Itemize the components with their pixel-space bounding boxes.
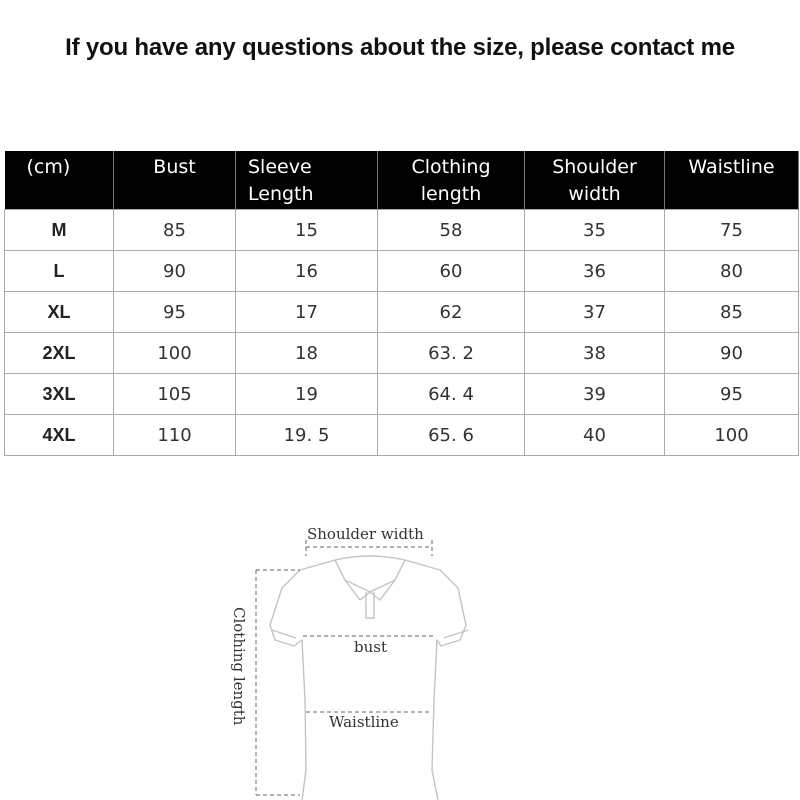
size-cell: XL (5, 292, 114, 333)
sleeve-cell: 16 (236, 251, 378, 292)
header-bust (114, 151, 236, 210)
sleeve-cell: 15 (236, 210, 378, 251)
table-header-row (5, 151, 799, 210)
header-sleeve-line2: Length (248, 183, 314, 205)
header-unit (5, 151, 114, 210)
bust-cell: 85 (114, 210, 236, 251)
waistline-label: Waistline (329, 713, 399, 731)
header-clothing-line1: Clothing (411, 156, 491, 178)
size-chart-table (4, 151, 799, 456)
bust-label: bust (354, 638, 387, 656)
header-bust-line1: Bust (153, 156, 196, 178)
length-cell: 65. 6 (378, 415, 525, 456)
header-clothing-line2: length (420, 183, 482, 205)
size-cell: 3XL (5, 374, 114, 415)
waist-cell: 75 (665, 210, 799, 251)
table-row (5, 210, 799, 251)
shoulder-cell: 37 (525, 292, 665, 333)
clothing-length-label: Clothing length (230, 607, 248, 726)
size-cell: M (5, 210, 114, 251)
polo-shirt-illustration (0, 500, 800, 800)
shoulder-width-label: Shoulder width (307, 525, 424, 543)
bust-cell: 105 (114, 374, 236, 415)
bust-cell: 110 (114, 415, 236, 456)
header-clothing-length (378, 151, 525, 210)
header-shoulder-width (525, 151, 665, 210)
header-sleeve-length (236, 151, 378, 210)
sleeve-cell: 19. 5 (236, 415, 378, 456)
header-sleeve-line1: Sleeve (248, 156, 312, 178)
measurement-diagram (0, 500, 800, 800)
length-cell: 60 (378, 251, 525, 292)
sleeve-cell: 17 (236, 292, 378, 333)
table-row (5, 333, 799, 374)
length-cell: 58 (378, 210, 525, 251)
table-row (5, 251, 799, 292)
header-unit-line1: (cm) (26, 156, 71, 178)
waist-cell: 95 (665, 374, 799, 415)
header-shoulder-line2: width (568, 183, 621, 205)
shoulder-cell: 39 (525, 374, 665, 415)
waist-cell: 90 (665, 333, 799, 374)
bust-cell: 100 (114, 333, 236, 374)
table-row (5, 374, 799, 415)
header-shoulder-line1: Shoulder (552, 156, 637, 178)
size-cell: L (5, 251, 114, 292)
length-cell: 62 (378, 292, 525, 333)
waist-cell: 85 (665, 292, 799, 333)
bust-cell: 90 (114, 251, 236, 292)
waist-cell: 80 (665, 251, 799, 292)
table-row (5, 292, 799, 333)
sleeve-cell: 18 (236, 333, 378, 374)
waist-cell: 100 (665, 415, 799, 456)
sleeve-cell: 19 (236, 374, 378, 415)
size-cell: 2XL (5, 333, 114, 374)
bust-cell: 95 (114, 292, 236, 333)
size-contact-notice: If you have any questions about the size, please contact me (65, 34, 735, 61)
shoulder-cell: 36 (525, 251, 665, 292)
shoulder-cell: 38 (525, 333, 665, 374)
size-cell: 4XL (5, 415, 114, 456)
header-waist-line1: Waistline (688, 156, 775, 178)
shoulder-cell: 40 (525, 415, 665, 456)
length-cell: 63. 2 (378, 333, 525, 374)
shoulder-cell: 35 (525, 210, 665, 251)
header-waistline (665, 151, 799, 210)
table-row (5, 415, 799, 456)
length-cell: 64. 4 (378, 374, 525, 415)
